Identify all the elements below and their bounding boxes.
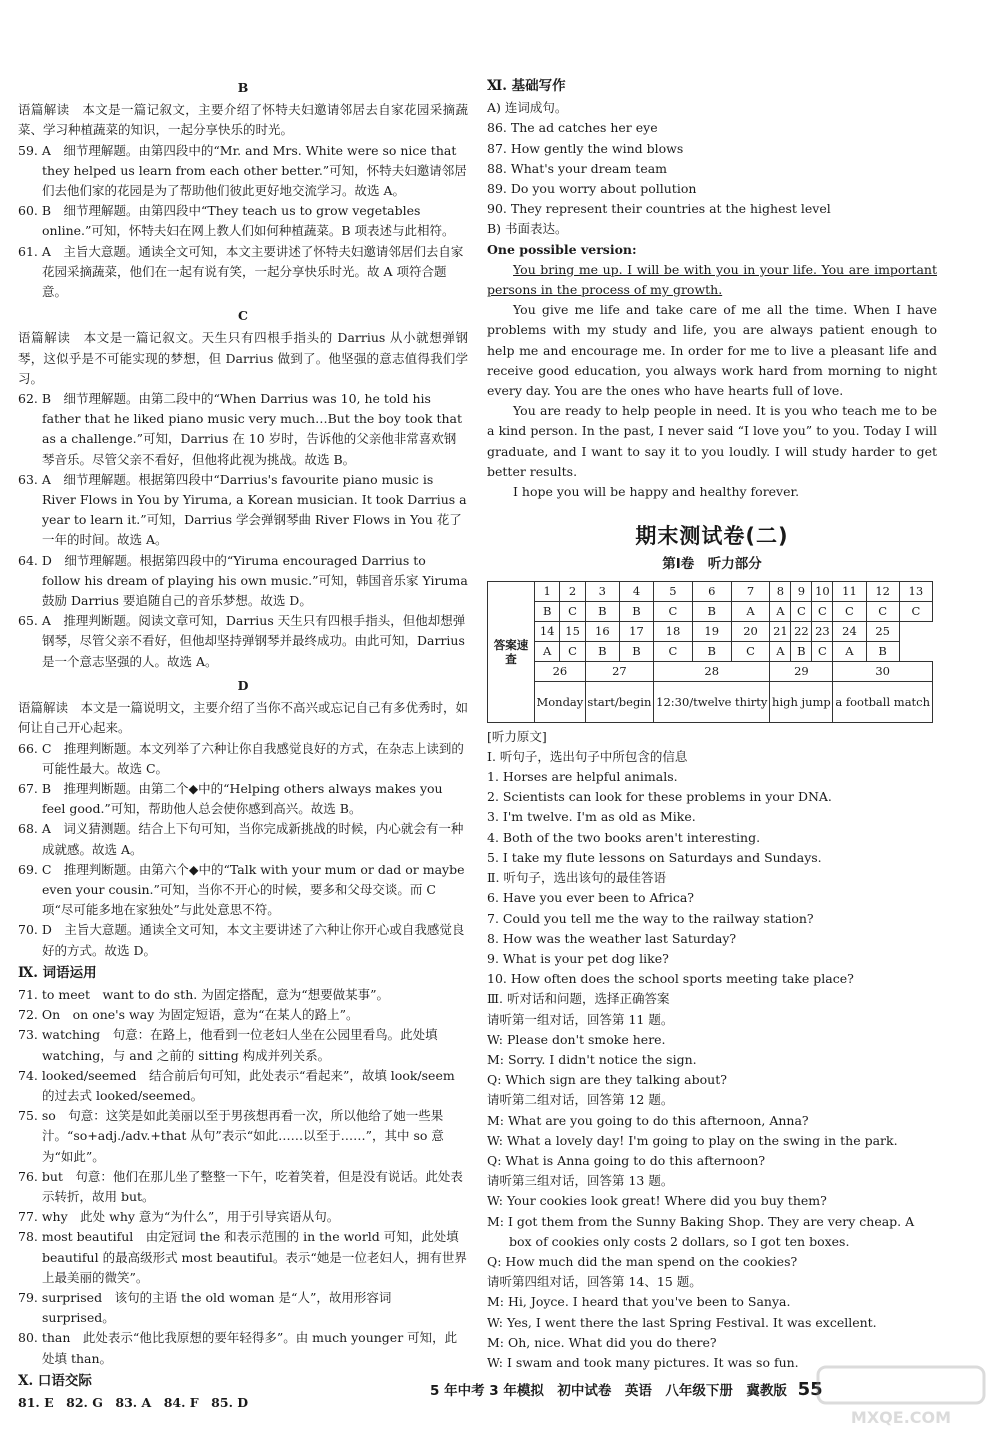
section-c-line: 语篇解读 本文是一篇记叙文。天生只有四根手指头的 Darrius 从小就想弹钢琴，这似乎是不可能实现的梦想，但 Darrius 做到了。他坚强的意志值得我们学习。 xyxy=(18,330,468,386)
transcript-line: 请听第四组对话，回答第 14、15 题。 xyxy=(487,1274,702,1290)
answer-cell: C xyxy=(833,601,866,621)
section-letter-b: B xyxy=(237,80,249,95)
section-xi-heading: Ⅺ. 基础写作 xyxy=(487,78,566,94)
transcript-line: Q: How much did the man spend on the cookies? xyxy=(487,1253,798,1269)
answer-cell: A xyxy=(770,601,791,621)
answer-row xyxy=(488,661,933,681)
section-ix-line: 75. so 句意：这笑是如此美丽以至于男孩想再看一次，所以他给了她一些果汁。“so+adj./adv.+that 从句”表示“如此……以至于……”，其中 so 意为“如此”。 xyxy=(18,1108,444,1164)
answer-cell: B xyxy=(692,641,731,661)
answer-cell: 12:30/twelve thirty xyxy=(654,681,770,722)
writing-item: 87. How gently the wind blows xyxy=(487,140,684,156)
section-letter-c: C xyxy=(238,308,248,324)
watermark-logo-icon xyxy=(816,1365,986,1431)
section-b-line: 59. A 细节理解题。由第四段中的“Mr. and Mrs. White were so nice that they helped us learn from each other better.”可知，怀特夫妇邀请邻居们去他们家的花园是为了帮助他们彼此更好地交流学习。故选 A。 xyxy=(18,142,467,199)
answer-cell: B xyxy=(585,601,619,621)
answer-cell: start/begin xyxy=(585,681,653,722)
section-x-heading: Ⅹ. 口语交际 xyxy=(18,1372,92,1389)
answer-cell: 21 xyxy=(770,621,791,641)
page-number: 55 xyxy=(797,1379,823,1400)
answer-cell: 8 xyxy=(770,581,791,601)
section-ix-line: 73. watching 句意：在路上，他看到一位老妇人坐在公园里看鸟。此处填 watching，与 and 之前的 sitting 构成并列关系。 xyxy=(18,1027,438,1063)
answer-cell: 16 xyxy=(585,621,619,641)
essay-paragraph: You are ready to help people in need. It is you who teach me to be a kind person. In the past, I never said “I love you” to you. Today I will graduate, and I want to say it to you loudly. I will study harder to get better results. xyxy=(487,403,937,479)
transcript-line: M: Sorry. I didn't notice the sign. xyxy=(487,1051,697,1067)
transcript-line: W: Yes, I went there the last Spring Festival. It was excellent. xyxy=(487,1314,877,1330)
answer-cell: 12 xyxy=(866,581,899,601)
transcript-line: M: What are you going to do this afternoon, Anna? xyxy=(487,1112,809,1128)
section-c-line: 62. B 细节理解题。由第二段中的“When Darrius was 10, he told his father that he liked piano music very much…But the boy took that as a challenge.”可知，Darrius 在 10 岁时，告诉他的父亲他非常喜欢钢琴音乐。尽管父亲不看好，但他将此视为挑战。故选 B。 xyxy=(18,391,463,467)
section-letter-d: D xyxy=(237,677,249,693)
transcript-line: 2. Scientists can look for these problems in your DNA. xyxy=(487,789,832,805)
transcript-line: 5. I take my flute lessons on Saturdays and Sundays. xyxy=(487,849,822,865)
answer-cell: 5 xyxy=(654,581,693,601)
answer-cell: 3 xyxy=(585,581,619,601)
section-x-answers: 81. E 82. G 83. A 84. F 85. D xyxy=(18,1395,249,1410)
answer-cell: B xyxy=(619,641,653,661)
transcript-line: Ⅲ. 听对话和问题，选择正确答案 xyxy=(487,991,670,1007)
exam-title: 期末测试卷(二) xyxy=(635,524,789,549)
section-c-body xyxy=(18,328,468,671)
transcript-line: M: Hi, Joyce. I heard that you've been to Sanya. xyxy=(487,1294,791,1310)
section-ix-line: 74. looked/seemed 结合前后句可知，此处表示“看起来”，故填 look/seem 的过去式 looked/seemed。 xyxy=(18,1067,455,1103)
answer-cell: 23 xyxy=(812,621,833,641)
answer-row xyxy=(488,681,933,722)
answer-cell: Monday xyxy=(535,681,586,722)
section-b-line: 60. B 细节理解题。由第四段中“They teach us to grow vegetables online.”可知，怀特夫妇在网上教人们如何种植蔬菜。B 项表述与此相符。 xyxy=(18,203,455,239)
section-d-line: 70. D 主旨大意题。通读全文可知，本文主要讲述了六种让你开心或自我感觉良好的方式。故选 D。 xyxy=(18,922,465,958)
page-footer xyxy=(430,1380,823,1401)
answer-cell: A xyxy=(833,641,866,661)
writing-item: 86. The ad catches her eye xyxy=(487,120,658,136)
answer-cell: B xyxy=(585,641,619,661)
section-ix-line: 78. most beautiful 由定冠词 the 和表示范围的 in the world 可知，此处填 beautiful 的最高级形式 most beautiful。表示“她是一位老妇人，拥有世界上最美丽的微笑”。 xyxy=(18,1229,467,1285)
essay-paragraph: I hope you will be happy and healthy forever. xyxy=(513,484,800,500)
section-xi-sub-b: B) 书面表达。 xyxy=(487,221,568,237)
answer-cell: 10 xyxy=(812,581,833,601)
answer-cell: C xyxy=(560,601,585,621)
transcript-line: W: I swam and took many pictures. It was so fun. xyxy=(487,1354,799,1370)
transcript-line: 3. I'm twelve. I'm as old as Mike. xyxy=(487,809,696,825)
writing-item: 88. What's your dream team xyxy=(487,160,668,176)
transcript-line: 6. Have you ever been to Africa? xyxy=(487,890,695,906)
answer-row xyxy=(488,601,933,621)
transcript-line: 7. Could you tell me the way to the railway station? xyxy=(487,910,814,926)
answer-cell: 13 xyxy=(899,581,932,601)
answer-cell: B xyxy=(866,641,899,661)
answer-cell: C xyxy=(866,601,899,621)
answer-cell: 19 xyxy=(692,621,731,641)
left-column xyxy=(18,74,468,1413)
answer-cell: 26 xyxy=(535,661,586,681)
transcript-line: 9. What is your pet dog like? xyxy=(487,950,669,966)
section-xi-items xyxy=(487,118,937,219)
answer-row xyxy=(488,641,933,661)
answer-cell: A xyxy=(535,641,560,661)
answer-cell: C xyxy=(812,641,833,661)
answer-cell: 24 xyxy=(833,621,866,641)
answer-cell: 20 xyxy=(731,621,770,641)
section-c-line: 65. A 推理判断题。阅读文章可知，Darrius 天生只有四根手指头，但他却想弹钢琴，尽管父亲不看好，但他却坚持弹钢琴并最终成功。由此可知，Darrius 是一个意志坚强的人。故选 A。 xyxy=(18,613,466,669)
transcript-line: M: I got them from the Sunny Baking Shop. They are very cheap. A box of cookies only costs 2 dollars, so I got ten boxes. xyxy=(487,1213,915,1249)
footer-text: 5 年中考 3 年模拟 初中试卷 英语 八年级下册 冀教版 xyxy=(430,1383,787,1399)
section-c-line: 64. D 细节理解题。根据第四段中的“Yiruma encouraged Darrius to follow his dream of playing his own music.”可知，韩国音乐家 Yiruma 鼓励 Darrius 要追随自己的音乐梦想。故选 D。 xyxy=(18,552,468,609)
section-d-line: 66. C 推理判断题。本文列举了六种让你自我感觉良好的方式，在杂志上读到的可能性最大。故选 C。 xyxy=(18,740,464,776)
answer-cell: 1 xyxy=(535,581,560,601)
answer-cell: C xyxy=(654,641,693,661)
answer-cell: 15 xyxy=(560,621,585,641)
essay-title: You bring me up. I will be with you in your life. You are important persons in the process of my growth. xyxy=(487,261,937,298)
transcript-line: Ⅱ. 听句子，选出该句的最佳答语 xyxy=(487,870,666,886)
answer-cell: 11 xyxy=(833,581,866,601)
section-ix-line: 71. to meet want to do sth. 为固定搭配，意为“想要做某事”。 xyxy=(18,986,389,1002)
section-c-line: 63. A 细节理解题。根据第四段中“Darrius's favourite piano music is River Flows in You by Yiruma, a Korean musician. It took Darrius a year to learn it.”可知，Darrius 学会弹钢琴曲 River Flows in You 花了一年的时间。故选 A。 xyxy=(18,471,467,548)
transcript-line: 请听第一组对话，回答第 11 题。 xyxy=(487,1011,674,1027)
answer-cell: 29 xyxy=(770,661,833,681)
section-ix-line: 77. why 此处 why 意为“为什么”，用于引导宾语从句。 xyxy=(18,1209,340,1225)
transcript-line: W: Your cookies look great! Where did you buy them? xyxy=(487,1193,827,1209)
answer-cell: C xyxy=(560,641,585,661)
section-d-body xyxy=(18,698,468,961)
section-ix-line: 72. On on one's way 为固定短语，意为“在某人的路上”。 xyxy=(18,1007,359,1023)
section-d-line: 语篇解读 本文是一篇说明文，主要介绍了当你不高兴或忘记自己有多优秀时，如何让自己开心起来。 xyxy=(18,700,469,736)
answer-cell: B xyxy=(692,601,731,621)
answer-cell: 30 xyxy=(833,661,933,681)
answer-cell: a football match xyxy=(833,681,933,722)
answer-cell: 18 xyxy=(654,621,693,641)
answer-cell: 6 xyxy=(692,581,731,601)
section-xi-sub-a: A) 连词成句。 xyxy=(487,100,568,116)
transcript-line: W: What a lovely day! I'm going to play on the swing in the park. xyxy=(487,1132,898,1148)
answer-row xyxy=(488,581,933,601)
section-ix-line: 76. but 句意：他们在那儿坐了整整一下午，吃着笑着，但是没有说话。此处表示转折，故用 but。 xyxy=(18,1168,463,1204)
section-b-body xyxy=(18,100,468,302)
answer-cell: A xyxy=(731,601,770,621)
answer-cell: B xyxy=(619,601,653,621)
answer-row xyxy=(488,621,933,641)
svg-text:MXQE.COM: MXQE.COM xyxy=(850,1408,952,1427)
section-d-line: 67. B 推理判断题。由第二个◆中的“Helping others always makes you feel good.”可知，帮助他人总会使你感到高兴。故选 B。 xyxy=(18,780,443,817)
transcript-line: M: Oh, nice. What did you do there? xyxy=(487,1334,717,1350)
section-ix-line: 79. surprised 该句的主语 the old woman 是“人”，故用形容词 surprised。 xyxy=(18,1289,392,1326)
transcript-line: Q: Which sign are they talking about? xyxy=(487,1072,727,1088)
transcript-line: 请听第三组对话，回答第 13 题。 xyxy=(487,1173,674,1189)
answer-cell: C xyxy=(654,601,693,621)
listening-header: [听力原文] xyxy=(487,728,547,744)
section-ix-heading: Ⅸ. 词语运用 xyxy=(18,964,97,981)
answer-cell: C xyxy=(899,601,932,621)
answer-cell: 17 xyxy=(619,621,653,641)
answer-cell: A xyxy=(770,641,791,661)
answer-cell: 27 xyxy=(585,661,653,681)
transcript-line: Q: What is Anna going to do this afternoon? xyxy=(487,1152,766,1168)
section-b-line: 语篇解读 本文是一篇记叙文，主要介绍了怀特夫妇邀请邻居去自家花园采摘蔬菜、学习种植蔬菜的知识，一起分享快乐的时光。 xyxy=(18,102,468,138)
transcript-line: Ⅰ. 听句子，选出句子中所包含的信息 xyxy=(487,748,688,764)
transcript-line: W: Please don't smoke here. xyxy=(487,1031,666,1047)
answer-cell: B xyxy=(535,601,560,621)
essay-paragraph: You give me life and take care of me all the time. When I have problems with my study and life, you are always patient enough to help me and encourage me. In order for me to live a pleasant life and receive good education, you always work hard from morning to night every day. You are the ones who have hearts full of love. xyxy=(487,302,937,399)
section-ix-line: 80. than 此处表示“他比我原想的要年轻得多”。由 much younger 可知，此处填 than。 xyxy=(18,1330,458,1366)
section-ix-body xyxy=(18,985,468,1369)
answer-cell: C xyxy=(731,641,770,661)
right-column xyxy=(487,74,937,1373)
answer-cell: high jump xyxy=(770,681,833,722)
listening-transcript xyxy=(487,727,937,1374)
section-d-line: 68. A 词义猜测题。结合上下句可知，当你完成新挑战的时候，内心就会有一种成就感。故选 A。 xyxy=(18,821,464,857)
writing-item: 89. Do you worry about pollution xyxy=(487,181,697,197)
answer-cell: 22 xyxy=(791,621,812,641)
answer-cell: C xyxy=(812,601,833,621)
answer-cell: 7 xyxy=(731,581,770,601)
answer-cell: C xyxy=(791,601,812,621)
answer-table xyxy=(487,581,933,723)
transcript-line: 8. How was the weather last Saturday? xyxy=(487,930,737,946)
answer-cell: 9 xyxy=(791,581,812,601)
answer-cell: B xyxy=(791,641,812,661)
exam-subtitle: 第Ⅰ卷 听力部分 xyxy=(662,556,762,573)
section-d-line: 69. C 推理判断题。由第六个◆中的“Talk with your mum or dad or maybe even your cousin.”可知，当你不开心的时候，要多和父母交谈。而 C 项“尽可能多地在家独处”与此处意思不符。 xyxy=(18,861,465,918)
transcript-line: 请听第二组对话，回答第 12 题。 xyxy=(487,1092,674,1108)
transcript-line: 10. How often does the school sports meeting take place? xyxy=(487,971,854,987)
answer-cell: 14 xyxy=(535,621,560,641)
transcript-line: 4. Both of the two books aren't interesting. xyxy=(487,829,761,845)
answer-cell: 28 xyxy=(654,661,770,681)
answer-cell: 2 xyxy=(560,581,585,601)
essay-body xyxy=(487,300,937,502)
answer-table-label: 答案速查 xyxy=(488,581,535,722)
writing-item: 90. They represent their countries at the highest level xyxy=(487,201,831,217)
answer-cell: 25 xyxy=(866,621,899,641)
section-b-line: 61. A 主旨大意题。通读全文可知，本文主要讲述了怀特夫妇邀请邻居们去自家花园采摘蔬菜，他们在一起有说有笑，一起分享快乐时光。故 A 项符合题意。 xyxy=(18,243,464,300)
transcript-line: 1. Horses are helpful animals. xyxy=(487,769,678,785)
version-label: One possible version: xyxy=(487,241,637,257)
answer-cell: 4 xyxy=(619,581,653,601)
